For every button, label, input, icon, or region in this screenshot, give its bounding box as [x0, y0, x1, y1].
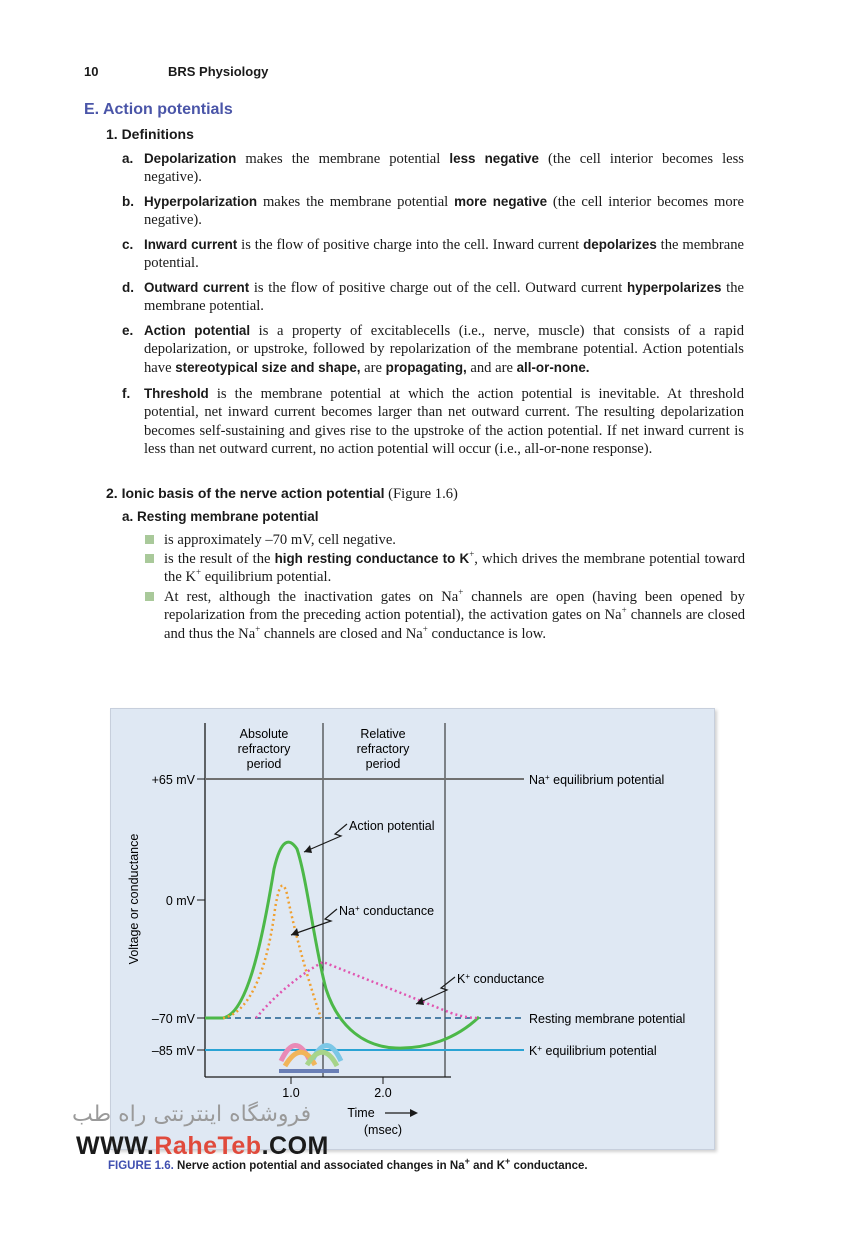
bullet-square-icon [145, 554, 154, 563]
bullet-approx: is approximately –70 mV, cell negative. [145, 531, 745, 549]
k-equilibrium-label: K+ equilibrium potential [529, 1043, 657, 1058]
xtick-1: 1.0 [282, 1086, 300, 1100]
definition-e: e. Action potential is a property of excitablecells (i.e., nerve, muscle) that consists of a rapid depolarization, or upstroke, followed by repolarization of the membrane potential. Action potentials have stereotypical size and shape, are propagating, and are all-or-none. [122, 323, 744, 376]
ytick-0: 0 mV [165, 894, 195, 908]
figure-panel [110, 708, 715, 1150]
y-axis-label: Voltage or conductance [127, 833, 141, 965]
absolute-label-2: refractory [237, 742, 291, 756]
bullet-square-icon [145, 535, 154, 544]
action-potential-curve [205, 842, 479, 1048]
definition-a: a. Depolarization makes the membrane potential less negative (the cell interior becomes less negative). [122, 151, 744, 186]
subsection-ionic-basis: 2. Ionic basis of the nerve action potential (Figure 1.6) [106, 485, 458, 502]
action-potential-label: Action potential [349, 819, 435, 833]
relative-label-3: period [365, 757, 401, 771]
ytick-minus85: –85 mV [151, 1044, 195, 1058]
figure-caption: FIGURE 1.6. Nerve action potential and associated changes in Na+ and K+ conductance. [108, 1156, 588, 1172]
bullet-square-icon [145, 592, 154, 601]
running-header [84, 64, 268, 79]
watermark-persian: فروشگاه اینترنتی راه طب [72, 1102, 312, 1127]
bullet-at-rest: At rest, although the inactivation gates on Na+ channels are open (having been opened by repolarization from the preceding action potential), the activation gates on Na+ channels are closed and thus the Na+ channels are closed and Na+ conductance is low. [145, 588, 745, 643]
na-equilibrium-label: Na+ equilibrium potential [529, 772, 665, 787]
section-title: E. Action potentials [84, 101, 233, 118]
ytick-plus65: +65 mV [151, 773, 195, 787]
definition-c: c. Inward current is the flow of positive charge into the cell. Inward current depolarizes the membrane potential. [122, 237, 744, 272]
absolute-label-1: Absolute [239, 727, 289, 741]
x-axis-unit: (msec) [363, 1123, 403, 1137]
k-conductance-label: K+ conductance [457, 971, 545, 986]
relative-label-2: refractory [356, 742, 410, 756]
relative-label-1: Relative [360, 727, 406, 741]
na-conductance-curve [223, 886, 321, 1018]
definition-d: d. Outward current is the flow of positive charge out of the cell. Outward current hyperpolarizes the membrane potential. [122, 280, 744, 315]
definition-f: f. Threshold is the membrane potential at which the action potential is inevitable. At threshold potential, net inward current becomes larger than net outward current. The resulting depolarization becomes self-sustaining and gives rise to the upstroke of the action potential. If net inward current is less than net outward current, no action potential will occur (i.e., all-or-none response). [122, 386, 744, 458]
book-title: BRS Physiology [168, 64, 269, 79]
na-conductance-label: Na+ conductance [339, 903, 435, 918]
action-potential-diagram [111, 709, 714, 1149]
absolute-label-3: period [246, 757, 282, 771]
page-number: 10 [84, 64, 99, 79]
xtick-2: 2.0 [374, 1086, 392, 1100]
x-axis-label: Time [347, 1106, 375, 1120]
definition-b: b. Hyperpolarization makes the membrane potential more negative (the cell interior becomes more negative). [122, 194, 744, 229]
subsection-resting-potential: a. Resting membrane potential [122, 509, 319, 524]
subsection-definitions: 1. Definitions [106, 126, 194, 142]
ytick-minus70: –70 mV [151, 1012, 195, 1026]
bullet-conductance: is the result of the high resting conductance to K+, which drives the membrane potential toward the K+ equilibrium potential. [145, 550, 745, 587]
watermark-url: WWW.RaheTeb.COM [76, 1132, 329, 1160]
resting-potential-label: Resting membrane potential [529, 1012, 686, 1026]
